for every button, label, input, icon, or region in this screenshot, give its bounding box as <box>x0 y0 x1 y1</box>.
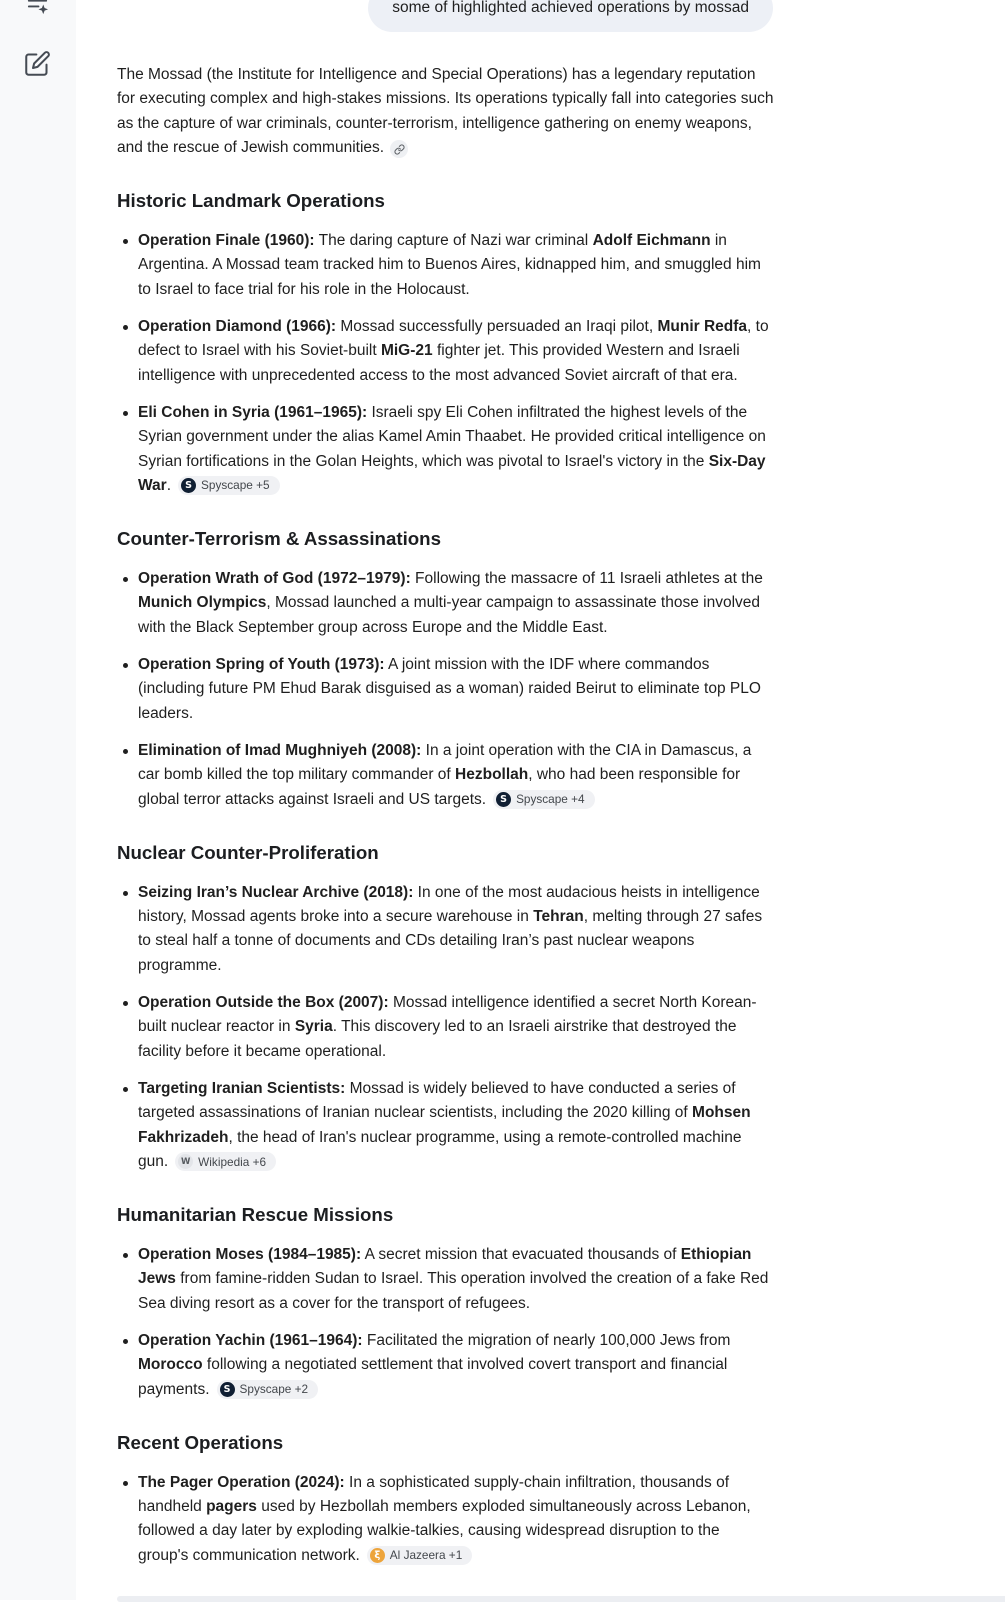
bold-text: Operation Spring of Youth (1973): <box>138 656 385 674</box>
source-badge-label: Al Jazeera +1 <box>389 1548 463 1563</box>
response-sections <box>117 189 774 1568</box>
bold-text: Syria <box>294 1018 333 1036</box>
body-text: A secret mission that evacuated thousands of <box>361 1246 681 1264</box>
spyscape-source-badge[interactable] <box>217 1380 319 1399</box>
bold-text: Operation Wrath of God (1972–1979): <box>138 570 411 588</box>
list-item <box>117 1471 774 1568</box>
bold-text: Seizing Iran’s Nuclear Archive (2018): <box>138 883 414 901</box>
bold-text: Hezbollah <box>455 766 529 784</box>
sidebar <box>0 0 76 1600</box>
spyscape-logo-icon: S <box>181 478 196 493</box>
bottom-divider <box>117 1596 1005 1602</box>
list-item <box>117 229 774 302</box>
bold-text: Operation Finale (1960): <box>138 232 315 250</box>
list-item <box>117 401 774 498</box>
bold-text: Targeting Iranian Scientists: <box>138 1079 346 1097</box>
body-text: In a sophisticated supply-chain infiltration, thousands of handheld <box>138 1473 730 1516</box>
section-heading: Recent Operations <box>117 1431 284 1453</box>
bold-text: Morocco <box>138 1356 203 1374</box>
body-text: Mossad intelligence identified a secret North Korean-built nuclear reactor in <box>138 994 757 1036</box>
body-text: Mossad is widely believed to have conducted a series of targeted assassinations of Iranian nuclear scientists, including the 2020 killing of <box>138 1079 736 1122</box>
body-text: Israeli spy Eli Cohen infiltrated the highest levels of the Syrian government under the alias Kamel Amin Thaabet. He provided critical intelligence on Syrian fortifications in the Golan Heights, which was pivotal to Israel's victory in the <box>138 403 766 470</box>
aljazeera-source-badge[interactable] <box>367 1546 472 1565</box>
bold-text: Six-Day War <box>138 452 766 494</box>
body-text: . This discovery led to an Israeli airstrike that destroyed the facility before it became operational. <box>138 1018 737 1060</box>
section-heading: Historic Landmark Operations <box>117 190 385 212</box>
body-text: Facilitated the migration of nearly 100,000 Jews from <box>362 1331 731 1349</box>
source-badge-label: Wikipedia +6 <box>198 1154 267 1169</box>
body-text: used by Hezbollah members exploded simultaneously across Lebanon, followed a day later by exploding walkie-talkies, causing widespread disruption to the group's communication network. <box>138 1498 751 1564</box>
section-list <box>117 567 774 812</box>
body-text: , who had been responsible for global terror attacks against Israeli and US targets. <box>138 766 741 808</box>
list-item <box>117 991 774 1064</box>
source-badge-label: Spyscape +5 <box>201 478 270 493</box>
bold-text: Operation Diamond (1966): <box>138 318 337 336</box>
section-list <box>117 1243 774 1402</box>
body-text: , melting through 27 safes to steal half a tonne of documents and CDs detailing Iran’s past nuclear weapons programme. <box>138 908 763 974</box>
bold-text: Tehran <box>533 908 584 926</box>
bold-text: Operation Outside the Box (2007): <box>138 994 389 1012</box>
body-text: . <box>166 476 172 494</box>
body-text: , the head of Iran's nuclear programme, using a remote-controlled machine gun. <box>138 1128 742 1170</box>
user-message-text: some of highlighted achieved operations by mossad <box>392 0 749 16</box>
bold-text: Munir Redfa <box>657 318 748 336</box>
wikipedia-logo-icon: W <box>178 1154 193 1169</box>
bold-text: Ethiopian Jews <box>138 1246 752 1288</box>
section-list <box>117 1471 774 1568</box>
bold-text: Munich Olympics <box>138 594 267 612</box>
body-text: Mossad successfully persuaded an Iraqi pilot, <box>336 318 658 336</box>
bold-text: Eli Cohen in Syria (1961–1965): <box>138 403 368 421</box>
aljazeera-logo-icon: ξ <box>370 1548 385 1563</box>
list-item <box>117 1077 774 1174</box>
section-heading: Counter-Terrorism & Assassinations <box>117 528 441 550</box>
compose-icon[interactable] <box>24 50 51 77</box>
body-text: following a negotiated settlement that involved covert transport and financial payments. <box>138 1356 728 1398</box>
bold-text: Elimination of Imad Mughniyeh (2008): <box>138 741 422 759</box>
bold-text: Operation Moses (1984–1985): <box>138 1246 362 1264</box>
list-item <box>117 567 774 640</box>
bold-text: Mohsen Fakhrizadeh <box>138 1104 751 1146</box>
body-text: Following the massacre of 11 Israeli athletes at the <box>410 570 763 588</box>
source-badge-label: Spyscape +2 <box>239 1382 309 1397</box>
body-text: The daring capture of Nazi war criminal <box>314 232 593 250</box>
bold-text: Operation Yachin (1961–1964): <box>138 1331 363 1349</box>
body-text: A joint mission with the IDF where commandos (including future PM Ehud Barak disguised as a woman) raided Beirut to eliminate top PLO leaders. <box>138 656 761 722</box>
list-item <box>117 653 774 726</box>
body-text: The Mossad (the Institute for Intelligence and Special Operations) has a legendary reputation for executing complex and high-stakes missions. Its operations typically fall into categories such as the capture of war criminals, counter-terrorism, intelligence gathering on enemy weapons, and the rescue of Jewish communities. <box>117 66 774 156</box>
assistant-response <box>117 0 774 1568</box>
wikipedia-source-badge[interactable] <box>175 1152 276 1171</box>
bold-text: Adolf Eichmann <box>592 232 711 250</box>
body-text: from famine-ridden Sudan to Israel. This operation involved the creation of a fake Red Sea diving resort as a cover for the transport of refugees. <box>138 1270 769 1312</box>
bold-text: The Pager Operation (2024): <box>138 1473 345 1491</box>
menu-sparkle-icon[interactable] <box>26 0 49 17</box>
section-list <box>117 881 774 1174</box>
spyscape-source-badge[interactable] <box>493 790 595 809</box>
citation-link-icon[interactable] <box>390 140 408 158</box>
body-text: In a joint operation with the CIA in Damascus, a car bomb killed the top military commander of <box>138 741 752 784</box>
spyscape-logo-icon: S <box>220 1382 235 1397</box>
list-item <box>117 1329 774 1402</box>
list-item <box>117 881 774 978</box>
bold-text: MiG-21 <box>380 342 433 360</box>
spyscape-logo-icon: S <box>496 792 511 807</box>
intro-paragraph <box>117 63 774 160</box>
list-item <box>117 739 774 812</box>
intro-text <box>117 66 774 156</box>
body-text: In one of the most audacious heists in intelligence history, Mossad agents broke into a secure warehouse in <box>138 883 760 926</box>
section-heading: Nuclear Counter-Proliferation <box>117 841 379 863</box>
bold-text: pagers <box>206 1498 257 1516</box>
list-item <box>117 1243 774 1316</box>
section-list <box>117 229 774 498</box>
body-text: , to defect to Israel with his Soviet-built <box>138 318 769 360</box>
spyscape-source-badge[interactable] <box>178 476 280 495</box>
section-heading: Humanitarian Rescue Missions <box>117 1204 394 1226</box>
list-item <box>117 315 774 388</box>
source-badge-label: Spyscape +4 <box>516 792 585 807</box>
body-text: in Argentina. A Mossad team tracked him to Buenos Aires, kidnapped him, and smuggled him to Israel to face trial for his role in the Holocaust. <box>138 232 761 298</box>
body-text: , Mossad launched a multi-year campaign to assassinate those involved with the Black September group across Europe and the Middle East. <box>138 594 761 636</box>
body-text: fighter jet. This provided Western and Israeli intelligence with unprecedented access to the most advanced Soviet aircraft of that era. <box>138 342 740 384</box>
